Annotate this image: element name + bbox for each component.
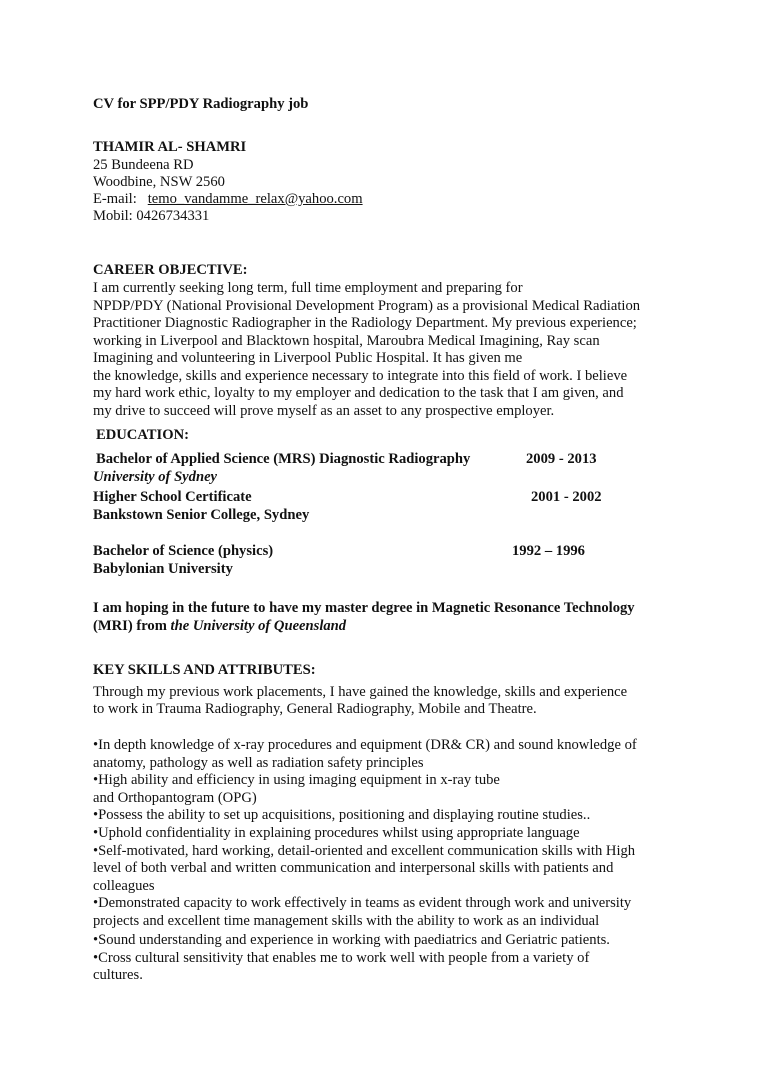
skill-line: cultures. bbox=[93, 967, 143, 983]
email-line bbox=[93, 191, 363, 208]
future-study-line-1: I am hoping in the future to have my master degree in Magnetic Resonance Technology bbox=[93, 600, 635, 616]
email-link[interactable]: temo_vandamme_relax@yahoo.com bbox=[147, 191, 363, 207]
education-institution: Babylonian University bbox=[93, 561, 233, 577]
address-line-2: Woodbine, NSW 2560 bbox=[93, 174, 225, 190]
future-study-university: the University of Queensland bbox=[170, 618, 347, 634]
objective-line: I am currently seeking long term, full time employment and preparing for bbox=[93, 280, 523, 296]
education-years: 2001 - 2002 bbox=[531, 489, 602, 505]
education-degree: Bachelor of Science (physics) bbox=[93, 543, 274, 559]
skills-intro-line: Through my previous work placements, I have gained the knowledge, skills and experience bbox=[93, 684, 628, 700]
objective-line: my drive to succeed will prove myself as an asset to any prospective employer. bbox=[93, 403, 555, 419]
skill-line: anatomy, pathology as well as radiation safety principles bbox=[93, 755, 424, 771]
future-study-prefix: (MRI) from bbox=[93, 618, 171, 634]
skill-line: •Cross cultural sensitivity that enables me to work well with people from a variety of bbox=[93, 950, 590, 966]
education-heading: EDUCATION: bbox=[96, 427, 189, 443]
skill-line: •Demonstrated capacity to work effectively in teams as evident through work and university bbox=[93, 895, 632, 911]
skill-line: •In depth knowledge of x-ray procedures and equipment (DR& CR) and sound knowledge of bbox=[93, 737, 637, 753]
skill-line: •High ability and efficiency in using imaging equipment in x-ray tube bbox=[93, 772, 500, 788]
education-years: 1992 – 1996 bbox=[512, 543, 585, 559]
skill-line: and Orthopantogram (OPG) bbox=[93, 790, 257, 806]
education-years: 2009 - 2013 bbox=[526, 451, 597, 467]
document-title: CV for SPP/PDY Radiography job bbox=[93, 96, 309, 112]
objective-line: NPDP/PDY (National Provisional Development Program) as a provisional Medical Radiation bbox=[93, 298, 641, 314]
future-study-line-2 bbox=[93, 618, 346, 635]
skill-line: level of both verbal and written communication and interpersonal skills with patients and bbox=[93, 860, 614, 876]
objective-line: Imagining and volunteering in Liverpool Public Hospital. It has given me bbox=[93, 350, 523, 366]
applicant-name: THAMIR AL- SHAMRI bbox=[93, 139, 247, 155]
objective-line: my hard work ethic, loyalty to my employer and dedication to the task that I am given, and bbox=[93, 385, 624, 401]
skill-line: •Sound understanding and experience in working with paediatrics and Geriatric patients. bbox=[93, 932, 610, 948]
key-skills-heading: KEY SKILLS AND ATTRIBUTES: bbox=[93, 662, 316, 678]
education-institution: Bankstown Senior College, Sydney bbox=[93, 507, 310, 523]
mobile-line: Mobil: 0426734331 bbox=[93, 208, 210, 224]
skill-line: colleagues bbox=[93, 878, 155, 894]
skill-line: projects and excellent time management skills with the ability to work as an individual bbox=[93, 913, 600, 929]
objective-line: working in Liverpool and Blacktown hospital, Maroubra Medical Imagining, Ray scan bbox=[93, 333, 600, 349]
education-degree: Bachelor of Applied Science (MRS) Diagnostic Radiography bbox=[96, 451, 471, 467]
career-objective-heading: CAREER OBJECTIVE: bbox=[93, 262, 248, 278]
objective-line: the knowledge, skills and experience necessary to integrate into this field of work. I believe bbox=[93, 368, 628, 384]
skills-intro-line: to work in Trauma Radiography, General Radiography, Mobile and Theatre. bbox=[93, 701, 537, 717]
email-label: E-mail: bbox=[93, 191, 137, 207]
address-line-1: 25 Bundeena RD bbox=[93, 157, 194, 173]
education-degree: Higher School Certificate bbox=[93, 489, 252, 505]
education-institution: University of Sydney bbox=[93, 469, 218, 485]
skill-line: •Possess the ability to set up acquisitions, positioning and displaying routine studies.. bbox=[93, 807, 591, 823]
skill-line: •Uphold confidentiality in explaining procedures whilst using appropriate language bbox=[93, 825, 580, 841]
skill-line: •Self-motivated, hard working, detail-oriented and excellent communication skills with High bbox=[93, 843, 636, 859]
objective-line: Practitioner Diagnostic Radiographer in the Radiology Department. My previous experience; bbox=[93, 315, 637, 331]
